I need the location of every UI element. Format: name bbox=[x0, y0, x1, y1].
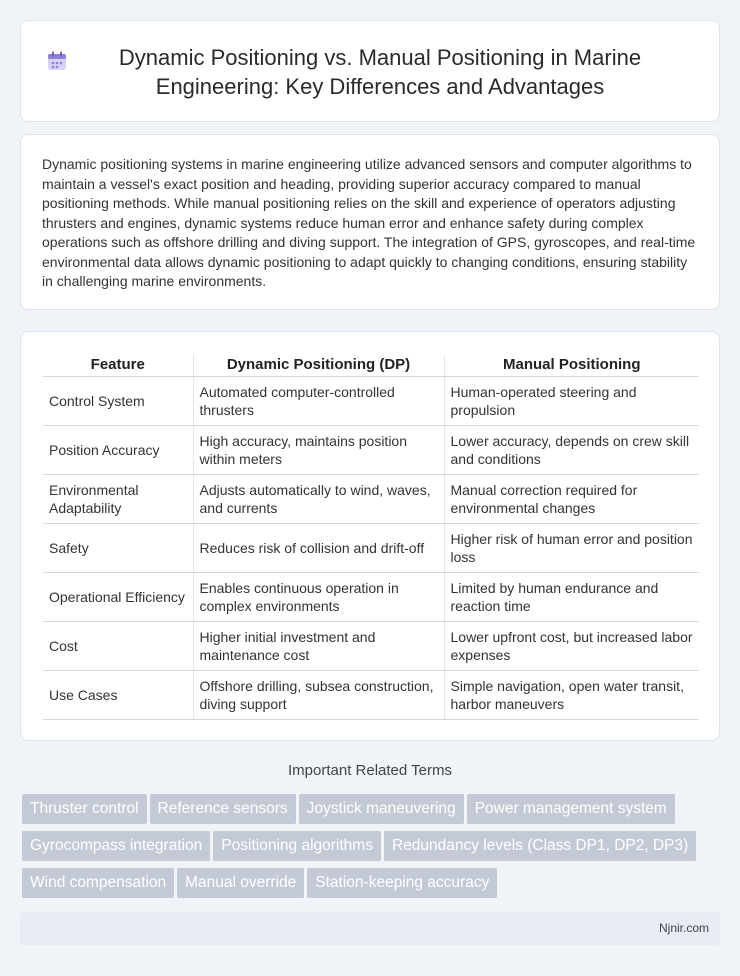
table-cell-dp: Adjusts automatically to wind, waves, and currents bbox=[193, 474, 444, 523]
table-row bbox=[43, 670, 699, 719]
table-cell-feature: Operational Efficiency bbox=[43, 572, 193, 621]
table-cell-feature: Position Accuracy bbox=[43, 425, 193, 474]
table-cell-dp: Reduces risk of collision and drift-off bbox=[193, 523, 444, 572]
table-row bbox=[43, 474, 699, 523]
comparison-table bbox=[43, 354, 699, 720]
table-cell-manual: Human-operated steering and propulsion bbox=[444, 376, 699, 425]
table-row bbox=[43, 572, 699, 621]
intro-paragraph: Dynamic positioning systems in marine engineering utilize advanced sensors and computer algorithms to maintain a vessel's exact position and heading, providing superior accuracy compared to manual positioning methods. While manual positioning relies on the skill and experience of operators adjusting thrusters and engines, dynamic systems reduce human error and enhance safety during complex operations such as offshore drilling and diving support. The integration of GPS, gyroscopes, and real-time environmental data allows dynamic positioning to adapt quickly to changing conditions, ensuring stability in challenging marine environments. bbox=[42, 156, 696, 289]
intro-card bbox=[20, 134, 720, 310]
table-cell-manual: Manual correction required for environmental changes bbox=[444, 474, 699, 523]
table-row bbox=[43, 523, 699, 572]
table-cell-feature: Safety bbox=[43, 523, 193, 572]
table-row bbox=[43, 376, 699, 425]
table-header-feature: Feature bbox=[43, 354, 193, 376]
table-cell-manual: Lower upfront cost, but increased labor expenses bbox=[444, 621, 699, 670]
table-cell-manual: Higher risk of human error and position loss bbox=[444, 523, 699, 572]
table-cell-manual: Simple navigation, open water transit, harbor maneuvers bbox=[444, 670, 699, 719]
table-cell-feature: Use Cases bbox=[43, 670, 193, 719]
related-tag[interactable]: Positioning algorithms bbox=[213, 831, 381, 861]
page-title: Dynamic Positioning vs. Manual Positioning in Marine Engineering: Key Differences and Advantages bbox=[118, 45, 642, 99]
tag-row bbox=[22, 831, 722, 868]
table-cell-feature: Cost bbox=[43, 621, 193, 670]
table-cell-feature: Control System bbox=[43, 376, 193, 425]
title-card bbox=[20, 20, 720, 122]
related-tag[interactable]: Station-keeping accuracy bbox=[307, 868, 497, 898]
related-terms-title: Important Related Terms bbox=[288, 762, 452, 779]
related-terms-tags bbox=[22, 794, 722, 905]
table-cell-feature: Environmental Adaptability bbox=[43, 474, 193, 523]
table-cell-manual: Limited by human endurance and reaction time bbox=[444, 572, 699, 621]
related-tag[interactable]: Redundancy levels (Class DP1, DP2, DP3) bbox=[384, 831, 696, 861]
table-cell-dp: Automated computer-controlled thrusters bbox=[193, 376, 444, 425]
table-row bbox=[43, 621, 699, 670]
tag-row bbox=[22, 868, 722, 905]
table-row bbox=[43, 425, 699, 474]
related-tag[interactable]: Thruster control bbox=[22, 794, 147, 824]
table-cell-dp: Enables continuous operation in complex environments bbox=[193, 572, 444, 621]
comparison-table-card bbox=[20, 331, 720, 741]
related-tag[interactable]: Gyrocompass integration bbox=[22, 831, 210, 861]
table-cell-dp: Offshore drilling, subsea construction, diving support bbox=[193, 670, 444, 719]
table-cell-dp: Higher initial investment and maintenance cost bbox=[193, 621, 444, 670]
table-header-manual: Manual Positioning bbox=[444, 354, 699, 376]
footer-site-name[interactable]: Njnir.com bbox=[658, 921, 709, 935]
related-tag[interactable]: Manual override bbox=[177, 868, 304, 898]
tag-row bbox=[22, 794, 722, 831]
table-cell-manual: Lower accuracy, depends on crew skill and conditions bbox=[444, 425, 699, 474]
table-header-row bbox=[43, 354, 699, 376]
footer bbox=[20, 912, 720, 945]
related-tag[interactable]: Reference sensors bbox=[150, 794, 296, 824]
related-tag[interactable]: Wind compensation bbox=[22, 868, 174, 898]
related-tag[interactable]: Power management system bbox=[467, 794, 675, 824]
table-cell-dp: High accuracy, maintains position within meters bbox=[193, 425, 444, 474]
related-tag[interactable]: Joystick maneuvering bbox=[299, 794, 464, 824]
table-header-dp: Dynamic Positioning (DP) bbox=[193, 354, 444, 376]
